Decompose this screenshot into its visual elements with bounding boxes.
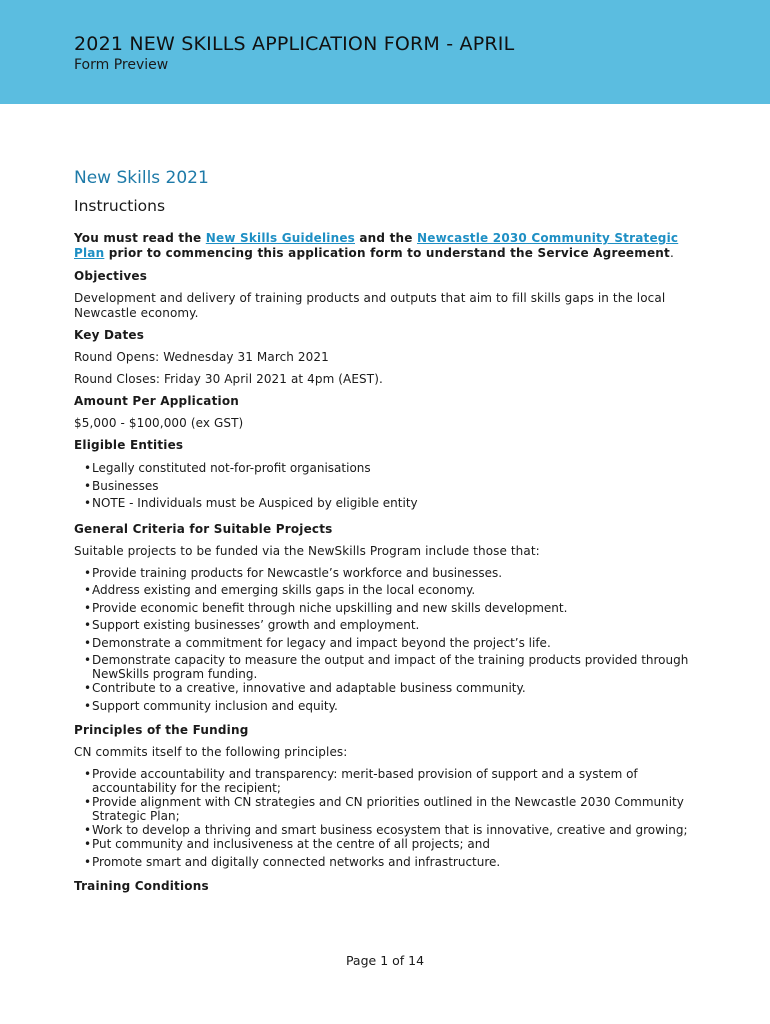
list-item: • Support existing businesses’ growth and employment. bbox=[92, 618, 694, 633]
form-title: 2021 NEW SKILLS APPLICATION FORM - APRIL bbox=[74, 33, 515, 55]
amount-text: $5,000 - $100,000 (ex GST) bbox=[74, 416, 244, 430]
intro-paragraph bbox=[74, 231, 694, 261]
criteria-label: General Criteria for Suitable Projects bbox=[74, 521, 333, 536]
key-dates-label: Key Dates bbox=[74, 328, 145, 342]
page-number: Page 1 of 14 bbox=[345, 953, 425, 968]
round-opens-text: Round Opens: Wednesday 31 March 2021 bbox=[74, 350, 329, 364]
amount-label: Amount Per Application bbox=[74, 394, 240, 408]
list-item: • NOTE - Individuals must be Auspiced by eligible entity bbox=[92, 495, 694, 513]
list-item: • Contribute to a creative, innovative and adaptable business community. bbox=[92, 681, 694, 696]
list-item: • Work to develop a thriving and smart business ecosystem that is innovative, creative and growing; bbox=[92, 823, 694, 837]
list-item: • Address existing and emerging skills gaps in the local economy. bbox=[92, 583, 694, 598]
intro-period: . bbox=[669, 246, 674, 260]
list-item: • Support community inclusion and equity. bbox=[92, 699, 694, 714]
list-item: • Demonstrate a commitment for legacy and impact beyond the project’s life. bbox=[92, 636, 694, 651]
list-item: • Businesses bbox=[92, 478, 694, 496]
eligible-list bbox=[74, 460, 694, 513]
header-band bbox=[0, 0, 770, 104]
form-subtitle: Form Preview bbox=[74, 57, 169, 73]
list-item: • Legally constituted not-for-profit organisations bbox=[92, 460, 694, 478]
instructions-title: Instructions bbox=[74, 197, 166, 215]
intro-middle: and the bbox=[355, 231, 417, 245]
list-item: • Demonstrate capacity to measure the output and impact of the training products provided through NewSkills program funding. bbox=[92, 653, 694, 681]
guidelines-link[interactable]: New Skills Guidelines bbox=[205, 231, 355, 245]
objectives-label: Objectives bbox=[74, 269, 148, 283]
intro-suffix: prior to commencing this application form to understand the Service Agreement bbox=[104, 246, 670, 260]
strategic-plan-link[interactable]: Newcastle 2030 Community Strategic Plan bbox=[74, 231, 679, 260]
form-content bbox=[74, 168, 694, 894]
list-item: • Provide economic benefit through niche upskilling and new skills development. bbox=[92, 601, 694, 616]
criteria-list bbox=[74, 566, 694, 714]
training-conditions-label: Training Conditions bbox=[74, 879, 209, 893]
list-item: • Provide training products for Newcastle’s workforce and businesses. bbox=[92, 566, 694, 581]
list-item: • Put community and inclusiveness at the centre of all projects; and bbox=[92, 837, 694, 852]
principles-intro: CN commits itself to the following principles: bbox=[74, 745, 348, 759]
eligible-label: Eligible Entities bbox=[74, 438, 184, 452]
objectives-text: Development and delivery of training products and outputs that aim to fill skills gaps in the local Newcastle economy. bbox=[74, 291, 666, 320]
list-item: • Provide alignment with CN strategies and CN priorities outlined in the Newcastle 2030 Community Strategic Plan; bbox=[92, 795, 694, 823]
intro-prefix: You must read the bbox=[74, 231, 206, 245]
section-title: New Skills 2021 bbox=[74, 168, 209, 188]
list-item: • Provide accountability and transparency: merit-based provision of support and a system of accountability for the recipient; bbox=[92, 767, 694, 795]
principles-label: Principles of the Funding bbox=[74, 723, 249, 737]
principles-list bbox=[74, 767, 694, 869]
criteria-intro: Suitable projects to be funded via the NewSkills Program include those that: bbox=[74, 543, 540, 558]
list-item: • Promote smart and digitally connected networks and infrastructure. bbox=[92, 855, 694, 870]
round-closes-text: Round Closes: Friday 30 April 2021 at 4pm (AEST). bbox=[74, 372, 383, 386]
